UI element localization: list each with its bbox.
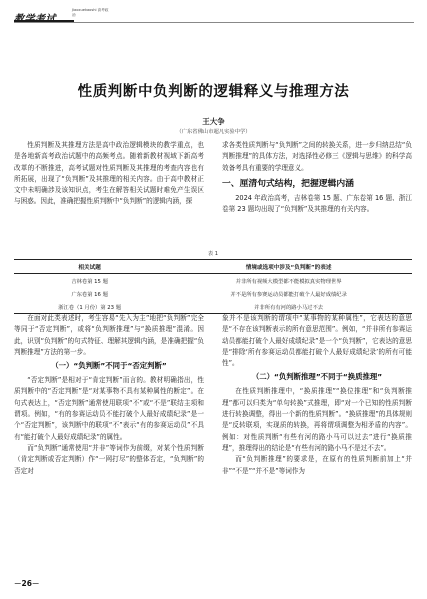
table-cell: 并非所有有河的路小马过不去 bbox=[254, 304, 324, 311]
body-paragraph: 而“负判断推理”的要求是，在原有的性质判断前加上“并非”“不是”“并不是”等词作为 bbox=[222, 455, 412, 475]
section1-paragraph: 2024 年政治高考，吉林卷第 15 题、广东卷第 16 题、浙江卷第 23 题均出现了“负判断”及其推理的有关内容。 bbox=[222, 193, 412, 214]
subsection-heading-2: （二）“负判断推理”不同于“换质推理” bbox=[251, 372, 383, 382]
right-column-top bbox=[222, 140, 412, 215]
magazine-subbrand: Jiaoxuekaoshi 高考政治 bbox=[72, 8, 109, 17]
table-header-cell: 相关试题 bbox=[14, 260, 165, 274]
magazine-header bbox=[14, 8, 414, 34]
table-row bbox=[14, 287, 412, 300]
intro-continuation: 求各类性质判断与“负判断”之间的转换关系，进一步归纳总结“负判断推理”的具体方法，对选择性必修三《逻辑与思维》的科学高效备考具有重要的学理意义。 bbox=[222, 141, 412, 172]
table-cell: 吉林卷第 15 题 bbox=[71, 278, 108, 285]
article-title: 性质判断中负判断的逻辑释义与推理方法 bbox=[77, 84, 350, 100]
table-caption: 表 1 bbox=[207, 251, 219, 257]
article-author: 王大争 bbox=[202, 117, 225, 126]
table-1 bbox=[14, 250, 412, 314]
table-cell: 并不是所有参赛运动员都能打破个人最好成绩纪录 bbox=[230, 291, 347, 298]
table-cell: 广东卷第 16 题 bbox=[71, 291, 108, 298]
subsection-heading-1: （一）“负判断”不同于“否定判断” bbox=[51, 361, 167, 371]
body-paragraph: 在面对此类表述时，考生容易“先入为主”地把“负判断”完全等同于“否定判断”，或将“负判断推理”与“换质推理”混淆。因此，识别“负判断”的句式特征、理解其逻辑内涵，是准确把握“负判断推理”方法的第一步。 bbox=[14, 314, 204, 356]
data-table bbox=[14, 259, 412, 314]
left-column-top bbox=[14, 140, 204, 208]
table-row bbox=[14, 274, 412, 288]
table-cell: 浙江卷（1 月份）第 23 题 bbox=[58, 304, 122, 311]
body-paragraph: 而“负判断”通常使用“并非”等词作为前缀，对某个性质判断（肯定判断或否定判断）作“一网打尽”的整体否定，“负判断”的否定对 bbox=[14, 443, 204, 475]
body-paragraph: “否定判断”是相对于“肯定判断”而言的。教材明确指出，性质判断中的“否定判断”是“对某事物不具有某种属性的断定”。在句式表达上，“否定判断”通常使用联项“不”或“不是”联结主项和谓项。例如，“有的参赛运动员不能打破个人最好成绩纪录”是一个“否定判断”，该判断中的联项“不”表示“有的参赛运动员”不具有“能打破个人最好成绩纪录”的属性。 bbox=[14, 376, 204, 441]
section-heading-1: 一、厘清句式结构，把握逻辑内涵 bbox=[222, 178, 354, 189]
right-column-bottom bbox=[222, 313, 412, 477]
table-header-cell: 情境或选项中涉及“负判断”的表述 bbox=[165, 260, 412, 274]
body-paragraph: 在性质判断推理中，“换质推理”“换位推理”和“负判断推理”都可以归类为“单句转换”式推理，即“对一个已知的性质判断进行转换调整，得出一个新的性质判断”。“换质推理”的具体规则是“反转联项，实现质的转换，再将谓项调整为相矛盾的内容”。例如：对性质判断“有些有河的路小马可以过去”进行“换质推理”，推理得出的结论是“有些有河的路小马不是过不去”。 bbox=[222, 387, 412, 452]
table-cell: 并非所有视频大模型都不能模拟真实物理世界 bbox=[235, 278, 342, 285]
article-affiliation: （广东省佛山市超凡实验中学） bbox=[176, 129, 251, 135]
page-number: －26－ bbox=[14, 579, 40, 588]
body-paragraph: 象并不是该判断的谓项中“某事物的某种属性”，它表达的意思是“不存在该判断表示的所有意思范围”。例如，“并非所有参赛运动员都能打破个人最好成绩纪录”是一个“负判断”，它表达的意思是“排除‘所有参赛运动员都能打破个人最好成绩纪录’的所有可能性”。 bbox=[222, 314, 412, 368]
header-divider bbox=[14, 22, 414, 23]
table-header-row bbox=[14, 260, 412, 274]
table-row bbox=[14, 300, 412, 314]
intro-paragraph: 性质判断及其推理方法是高中政治逻辑模块的教学重点，也是各地新高考政治试题中的高频考点。随着新教材视域下新高考改革的不断推进，高考试题对性质判断及其推理的考查内容也有所拓展，出现了“负判断”及其推理的相关内容。由于高中教材正文中未明确涉及该知识点，考生在解答相关试题时难免产生误区与困惑。因此，准确把握性质判断中“负判断”的逻辑内涵，探 bbox=[14, 141, 204, 206]
left-column-bottom bbox=[14, 313, 204, 477]
